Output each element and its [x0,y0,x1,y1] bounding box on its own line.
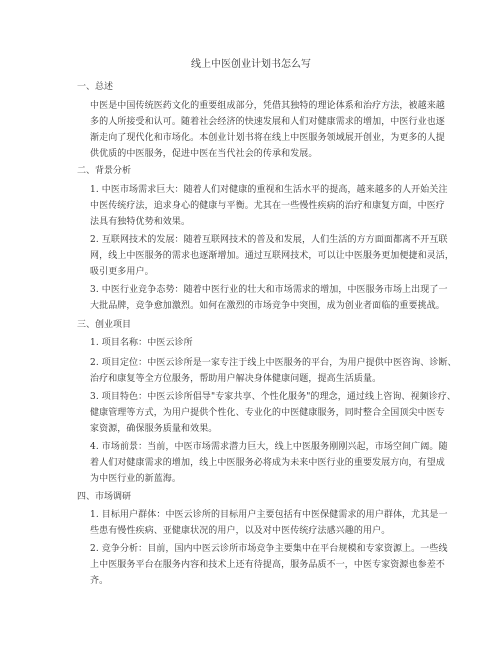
text-line: 为中医行业的新蓝海。 [90,474,182,484]
paragraph-project-1 [90,335,420,351]
text-line: 2. 竞争分析：目前，国内中医云诊所市场竞争主要集中在平台规模和专家资源上。一些线 [90,544,448,554]
section-heading-market-research: 四、市场调研 [77,492,132,502]
text-line: 网，线上中医服务的需求也逐渐增加。通过互联网技术，可以让中医服务更加便捷和灵活， [90,251,455,261]
paragraph-market-1 [90,507,448,539]
paragraph-project-3 [90,389,457,437]
text-line: 齐。 [90,576,109,586]
paragraph-overview [90,98,445,162]
text-line: 治疗和康复等全方位服务，帮助用户解决身体健康问题，提高生活质量。 [90,374,382,384]
section-heading-overview: 一、总述 [77,82,114,92]
text-line: 大批品牌，竞争愈加激烈。如何在激烈的市场竞争中突围，成为创业者面临的重要挑战。 [90,301,445,311]
text-line: 3. 中医行业竞争态势：随着中医行业的壮大和市场需求的增加，中医服务市场上出现了一 [90,285,448,295]
section-heading-background: 二、背景分析 [77,166,132,176]
text-line: 1. 目标用户群体：中医云诊所的目标用户主要包括有中医保健需求的用户群体，尤其是一 [90,510,448,520]
text-line: 1. 中医市场需求巨大：随着人们对健康的重视和生活水平的提高，越来越多的人开始关注 [90,185,448,195]
paragraph-background-1 [90,182,448,230]
text-line: 吸引更多用户。 [90,267,154,277]
text-line: 2. 互联网技术的发展：随着互联网技术的普及和发展，人们生活的方方面面都离不开互联 [90,235,448,245]
paragraph-background-3 [90,282,448,314]
text-line: 上中医服务平台在服务内容和技术上还有待提高，服务品质不一，中医专家资源也参差不 [90,560,445,570]
text-line: 法具有独特优势和效果。 [90,217,191,227]
text-line: 些患有慢性疾病、亚健康状况的用户，以及对中医传统疗法感兴趣的用户。 [90,526,391,536]
document-title: 线上中医创业计划书怎么写 [191,59,311,70]
section-heading-project: 三、创业项目 [77,320,132,330]
text-line: 中医传统疗法，追求身心的健康与平衡。尤其在一些慢性疾病的治疗和康复方面，中医疗 [90,201,445,211]
text-line: 健康管理等方式，为用户提供个性化、专业化的中医健康服务，同时整合全国顶尖中医专 [90,408,445,418]
text-line: 2. 项目定位：中医云诊所是一家专注于线上中医服务的平台，为用户提供中医咨询、诊断、 [90,358,457,368]
text-line: 4. 市场前景：当前，中医市场需求潜力巨大，线上中医服务刚刚兴起，市场空间广阔。随 [90,442,448,452]
text-line: 家资源，确保服务质量和效果。 [90,424,218,434]
text-line: 多的人所接受和认可。随着社会经济的快速发展和人们对健康需求的增加，中医行业也逐 [90,117,445,127]
paragraph-background-2 [90,232,455,280]
text-line: 供优质的中医服务，促进中医在当代社会的传承和发展。 [90,149,318,159]
text-line: 着人们对健康需求的增加，线上中医服务必将成为未来中医行业的重要发展方向，有望成 [90,458,445,468]
text-line: 1. 项目名称：中医云诊所 [90,338,193,348]
paragraph-market-2 [90,541,448,589]
text-line: 3. 项目特色：中医云诊所倡导"专家共享、个性化服务"的理念，通过线上咨询、视频诊疗、 [90,392,457,402]
paragraph-project-4 [90,439,448,487]
text-line: 渐走向了现代化和市场化。本创业计划书将在线上中医服务领域展开创业，为更多的人提 [90,133,445,143]
paragraph-project-2 [90,355,457,387]
text-line: 中医是中国传统医药文化的重要组成部分，凭借其独特的理论体系和治疗方法，被越来越 [90,101,445,111]
